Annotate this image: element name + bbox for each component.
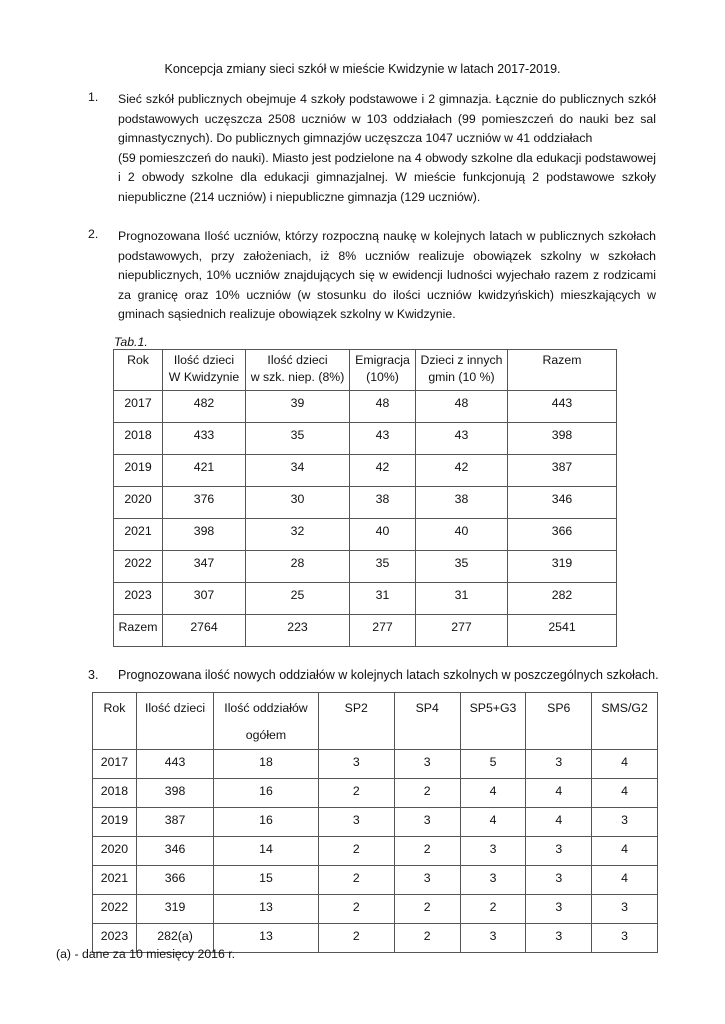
table-cell: 346 (508, 487, 617, 519)
table-1-header-cell: Ilość dzieci W Kwidzynie (163, 350, 246, 391)
table-cell: 28 (246, 551, 350, 583)
section-1-paragraph-2: (59 pomieszczeń do nauki). Miasto jest podzielone na 4 obwody szkolne dla edukacji podstawowej i 2 obwody szkolne dla edukacji gimnazjalnej. W mieście funkcjonują 2 podstawowe szkoły niepubliczne (214 uczniów) i niepubliczne gimnazja (129 uczniów). (118, 150, 656, 204)
table-cell: 282(a) (136, 924, 213, 953)
table-cell: 4 (592, 866, 658, 895)
table-1-header-cell: Emigracja (10%) (350, 350, 416, 391)
table-row (114, 519, 617, 551)
table-cell: 387 (136, 808, 213, 837)
table-cell: 2021 (114, 519, 163, 551)
table-cell: 3 (592, 924, 658, 953)
table-cell: 2021 (93, 866, 137, 895)
table-2-header-row (93, 693, 658, 750)
table-cell: 14 (214, 837, 318, 866)
table-cell: 3 (526, 866, 592, 895)
section-2 (88, 227, 656, 325)
table-1-header-cell: Rok (114, 350, 163, 391)
table-cell: 2 (318, 895, 394, 924)
table-cell: 2023 (114, 583, 163, 615)
table-cell: 2018 (114, 423, 163, 455)
table-1-header-cell: Dzieci z innych gmin (10 %) (416, 350, 508, 391)
table-cell: 443 (508, 391, 617, 423)
table-cell: 3 (318, 750, 394, 779)
table-cell: 2020 (93, 837, 137, 866)
table-cell: 31 (350, 583, 416, 615)
table-cell: Razem (114, 615, 163, 647)
table-2-header-cell: Ilość oddziałów ogółem (214, 693, 318, 750)
table-cell: 2 (318, 779, 394, 808)
table-cell: 35 (350, 551, 416, 583)
table-cell: 277 (350, 615, 416, 647)
table-cell: 2020 (114, 487, 163, 519)
table-cell: 2017 (93, 750, 137, 779)
table-cell: 4 (526, 808, 592, 837)
table-cell: 387 (508, 455, 617, 487)
table-cell: 2019 (93, 808, 137, 837)
table-cell: 35 (246, 423, 350, 455)
section-1 (88, 90, 656, 208)
table-1-label: Tab.1. (114, 335, 148, 349)
table-cell: 2023 (93, 924, 137, 953)
table-cell: 3 (318, 808, 394, 837)
table-1 (113, 349, 617, 647)
table-cell: 34 (246, 455, 350, 487)
table-row (93, 750, 658, 779)
table-cell: 25 (246, 583, 350, 615)
table-cell: 43 (416, 423, 508, 455)
table-cell: 4 (592, 779, 658, 808)
table-cell: 35 (416, 551, 508, 583)
table-row (114, 455, 617, 487)
table-cell: 2 (318, 837, 394, 866)
table-row (93, 837, 658, 866)
table-2-header-cell: SP5+G3 (460, 693, 526, 750)
table-cell: 4 (460, 779, 526, 808)
table-cell: 48 (350, 391, 416, 423)
table-cell: 366 (508, 519, 617, 551)
section-3 (88, 668, 659, 682)
section-1-number: 1. (88, 90, 99, 104)
table-cell: 16 (214, 808, 318, 837)
table-cell: 13 (214, 924, 318, 953)
table-cell: 3 (394, 866, 460, 895)
table-cell: 2022 (114, 551, 163, 583)
section-3-text: Prognozowana ilość nowych oddziałów w kolejnych latach szkolnych w poszczególnych szkołach. (118, 668, 659, 682)
table-row (114, 423, 617, 455)
table-cell: 3 (394, 750, 460, 779)
table-cell: 39 (246, 391, 350, 423)
section-2-paragraph: Prognozowana Ilość uczniów, którzy rozpoczną naukę w kolejnych latach w publicznych szkołach podstawowych, przy założeniach, iż 8% uczniów realizuje obowiązek szkolny w szkołach niepublicznych, 10% uczniów znajdujących się w ewidencji ludności wyjechało razem z rodzicami za granicę oraz 10% uczniów (w stosunku do ilości uczniów kwidzyńskich) mieszkających w gminach sąsiednich realizuje obowiązek szkolny w Kwidzynie. (118, 229, 656, 322)
table-cell: 42 (416, 455, 508, 487)
table-cell: 376 (163, 487, 246, 519)
table-cell: 482 (163, 391, 246, 423)
table-cell: 32 (246, 519, 350, 551)
table-cell: 307 (163, 583, 246, 615)
table-cell: 2 (394, 895, 460, 924)
table-cell: 4 (592, 837, 658, 866)
table-cell: 223 (246, 615, 350, 647)
table-row (114, 391, 617, 423)
table-cell: 347 (163, 551, 246, 583)
table-cell: 398 (136, 779, 213, 808)
table-cell: 2022 (93, 895, 137, 924)
table-cell: 398 (163, 519, 246, 551)
table-cell: 4 (526, 779, 592, 808)
table-cell: 15 (214, 866, 318, 895)
table-row (93, 808, 658, 837)
document-title: Koncepcja zmiany sieci szkół w mieście Kwidzynie w latach 2017-2019. (164, 62, 561, 76)
table-cell: 31 (416, 583, 508, 615)
table-row (93, 779, 658, 808)
table-cell: 13 (214, 895, 318, 924)
table-cell: 319 (136, 895, 213, 924)
footnote: (a) - dane za 10 miesięcy 2016 r. (56, 947, 236, 961)
table-cell: 2 (318, 866, 394, 895)
table-2-header-cell: Rok (93, 693, 137, 750)
table-cell: 3 (460, 866, 526, 895)
table-cell: 3 (592, 808, 658, 837)
table-cell: 30 (246, 487, 350, 519)
table-total-row (114, 615, 617, 647)
table-cell: 16 (214, 779, 318, 808)
table-2-header-cell: SP2 (318, 693, 394, 750)
table-cell: 2019 (114, 455, 163, 487)
table-cell: 2018 (93, 779, 137, 808)
table-cell: 346 (136, 837, 213, 866)
table-row (114, 487, 617, 519)
table-cell: 3 (460, 837, 526, 866)
section-2-number: 2. (88, 227, 99, 241)
table-1-header-cell: Razem (508, 350, 617, 391)
table-cell: 42 (350, 455, 416, 487)
table-cell: 40 (416, 519, 508, 551)
table-cell: 38 (350, 487, 416, 519)
table-cell: 282 (508, 583, 617, 615)
table-cell: 2541 (508, 615, 617, 647)
table-cell: 3 (526, 837, 592, 866)
table-cell: 319 (508, 551, 617, 583)
table-cell: 2 (394, 924, 460, 953)
table-cell: 5 (460, 750, 526, 779)
table-1-header-cell: Ilość dzieci w szk. niep. (8%) (246, 350, 350, 391)
table-row (114, 583, 617, 615)
table-cell: 2017 (114, 391, 163, 423)
table-cell: 4 (460, 808, 526, 837)
table-2-header-cell: SP6 (526, 693, 592, 750)
table-cell: 2 (394, 779, 460, 808)
table-cell: 421 (163, 455, 246, 487)
section-1-paragraph-1: Sieć szkół publicznych obejmuje 4 szkoły podstawowe i 2 gimnazja. Łącznie do publicznych szkół podstawowych uczęszcza 2508 uczniów w 103 oddziałach (99 pomieszczeń do nauki bez sal gimnastycznych). Do publicznych gimnazjów uczęszcza 1047 uczniów w 41 oddziałach (118, 92, 656, 146)
table-cell: 433 (163, 423, 246, 455)
table-cell: 40 (350, 519, 416, 551)
table-cell: 2764 (163, 615, 246, 647)
table-cell: 38 (416, 487, 508, 519)
table-cell: 3 (460, 924, 526, 953)
table-cell: 366 (136, 866, 213, 895)
table-2-header-cell: Ilość dzieci (136, 693, 213, 750)
table-cell: 2 (318, 924, 394, 953)
table-cell: 3 (526, 750, 592, 779)
table-cell: 2 (394, 837, 460, 866)
table-cell: 3 (592, 895, 658, 924)
table-cell: 18 (214, 750, 318, 779)
table-2-header-cell: SP4 (394, 693, 460, 750)
table-cell: 3 (526, 924, 592, 953)
table-cell: 3 (394, 808, 460, 837)
table-cell: 43 (350, 423, 416, 455)
table-cell: 2 (460, 895, 526, 924)
section-3-number: 3. (88, 668, 99, 682)
table-cell: 48 (416, 391, 508, 423)
table-2 (92, 692, 658, 953)
table-1-header-row (114, 350, 617, 391)
table-cell: 443 (136, 750, 213, 779)
table-2-header-cell: SMS/G2 (592, 693, 658, 750)
table-row (93, 895, 658, 924)
table-cell: 398 (508, 423, 617, 455)
table-row (114, 551, 617, 583)
table-cell: 3 (526, 895, 592, 924)
table-cell: 4 (592, 750, 658, 779)
table-cell: 277 (416, 615, 508, 647)
table-row (93, 866, 658, 895)
